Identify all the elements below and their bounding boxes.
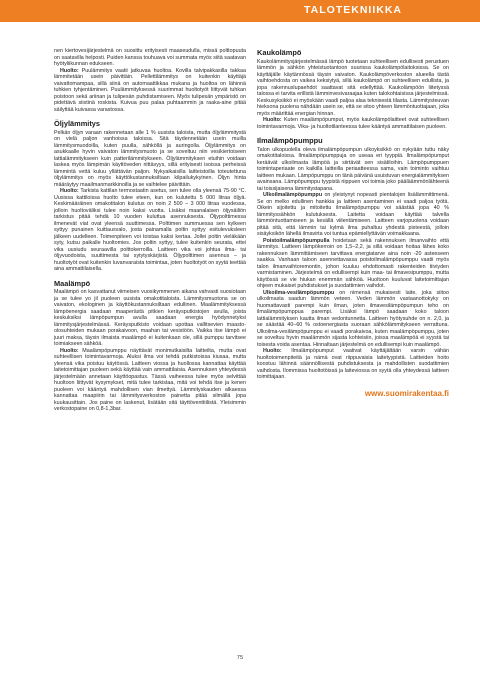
right-column [257, 48, 449, 399]
maintenance-label: Huolto: [263, 117, 282, 123]
exhaust-air-pump-paragraph [257, 238, 449, 290]
website-link[interactable]: www.suomirakentaa.fi [364, 388, 449, 398]
oil-heating-heading: Öljylämmitys [54, 119, 101, 128]
page-number: 75 [236, 655, 244, 661]
oil-maintenance-paragraph [54, 188, 246, 273]
oil-heating-paragraph: Pelkän öljyn varaan rakennetaan alle 1 % uusista taloista, mutta öljylämmitystä on vielä paljon vanhoissa taloissa. Sitä täydennetään usein muilla lämmitysmuodoilla, kuten puulla, sähköllä ja auringolla. Öljylämmitys on asukkaalle hyvin vaivaton lämmitysmuoto ja se soveltuu niin vesikiertoiseen lattialämmitykseen kuin patterilämmitykseen. Öljylämmityksen etuihin voidaan laskea myös lämpimän käyttöveden riittävyys, sillä erityisesti isoissa perheissä lämmintä vettä kuluu yllättävän paljon. Nykyaikaisilla laitteistoilla toteutettuna öljylämmitys on myös käyttökustannuksiltaan kilpailukykyinen. Öljyn hinta määräytyy maailmanmarkkinoilla ja se vaihtelee päivittäin. [54, 129, 246, 188]
left-column [54, 48, 246, 413]
air-pump-maintenance-text: Ilmalämpöpumput vaativat käyttäjältään varsin vähän huoltotoimenpiteitä ja nämä ovat riippuvaisia laitetyypistä. Laitteiden hoito koostuu lähinnä säännöllisestä puhdistuksesta ja mahdollisten suodattimien vaihdosta. Ilommissa huoltotöissä ja laiteviossa on syytä olla yhteydessä laitteen toimittajaan. [257, 348, 449, 380]
outdoor-air-pump-label: Ulkoilmalämpöpumppu [263, 192, 323, 198]
air-pump-maintenance-paragraph [257, 348, 449, 381]
intro-paragraph: nen kiertovesijärjestelmä on suosittu erityisesti maaseudulla, missä polttopuuta on saatavilla helposti. Puiden kanssa touhuava voi summata myös siitä saatavan hyötyliikunnan edukseen. [54, 48, 246, 67]
exhaust-air-pump-text: hoidetaan sekä rakennuksen ilmanvaihto että lämmitys. Laitteen lämpökerroin on 1,5–2,2, ja sillä voidaan hoitaa lähes koko rakennuksen lämmittämiseen tarvittava energiatarve aina noin -20 asteeseen saakka. Vanhaan taloon asennettavassa poistoilmalämpöpumppu vaatii myös talon ilmanvaihtoremontin, johon kuuluu ehdottomasti rakenteiden tiiviyden varmistaminen. Järjestelmä on edullisempi kuin maa- tai ilmavesipumppu, mutta käytössä se vie hiukan enemmän sähköä. Huoltoon kuuluvat laitetoimittajan ohjeen mukaiset puhdistukset ja suodattimien vaihdot. [257, 237, 449, 289]
district-heat-paragraph: Kaukolämmitysjärjestelmässä lämpö tuotetaan suhteellisen edullisesti perustuen lämmön ja sähkön yhteistuotantoon suurissa kaukolämpölaitoksissa. Se on käyttäjälle käytännössä täysin vaivaton. Kaukolämpöverkoston alueella tästä vaihtoehdosta on vaikea keksiytyä, sillä kaukolämpö on suhteellisen edullista, ja jopa rakennuslupaehdot saattavat sitä edellyttää. Kaukolämpöön liitetyssä talossa ei tarvita erillistä lämminvesivaraajaa kuten talokohtaisissa järjestelmissä. Keskusyksikkö ei myöskään vaadi paljoa alaa teknisestä tilasta. Lämmitysteuvan hieksona puolena nähdään usein se, että se sitoo yhteen lämmöntuottajaan, joka myös määrittää energian hinnan. [257, 58, 449, 117]
district-heat-heading: Kaukolämpö [257, 48, 302, 57]
oil-maintenance-text: Tarkista kattilan termostaatin asetus, sen tulee olla yleensä 75-90 °C. Uusissa kattiloissa huolto tulee eteen, kun on kulutettu 5 000 litraa öljyä. Keskimääräinen omakotitalon kulutus on noin 2 500 – 3 000 litraa vuodessa, jolloin huoltoväliksi tulee noin kaksi vuotta. Lisäksi maanalaisen öljysäiliön tarkistus pitää tehdä 10 vuoden kuluttua asennuksesta. Öljypolttimessa ilmenevät viat ovat yleensä suuttimessa. Polttimen summuessa sen kylkeen syttyy punainen kuittausvalo, josta painamalla poltin syttyy esitulevuksleen jälkeen uudelleen. Toimenpiteen voi toistaa kaksi kertaa. Jollei poltin vieläkään syty, kutsu paikalle huoltomies. Jos poltin syttyy, tulee kuitenkin seurata, ettei vika uusiudu seuraavilla polttokerroilla. Laitteen vika voi johtua ilma- tai öljyvuodoista, suuttimesta tai sytytyskärjistä. Öljypolttimen asennus – ja huoltotyöt ovat kuitenkin luvanvaraista toimintaa, joten huoltotyöt on syytä teettää aina ammattilaisella. [54, 188, 246, 272]
maintenance-label: Huolto: [60, 67, 79, 74]
air-heat-pump-heading: Ilmalämpöpumppu [257, 136, 323, 145]
outdoor-air-pump-paragraph [257, 192, 449, 238]
ground-heat-heading: Maalämpö [54, 278, 91, 288]
air-water-pump-text: on nimensä mukaisesti laite, joka siitoo ulkoilmasta saadun lämmön veteen. Veden lämmön vastaanottokyky on huomattavasti parempi kuin ilman, joten ilmavesilämpöpumpun teho on ilmalämpöpumppua parempi. Lisäksi lämpö saadaan koko taloon lattialämmityksen kautta ilman vedontunnetta. Laitteen hyötysuhde on n. 2,0, ja se säästää 40–60 % ostoenergiasta suoraan sähkölämmitykseen verrattuna. Ulkoilma-vesilämpöpumppu ei vaadi porakaivoa, kuten maalämpöpumppu, joten se soveltuu hyvin maalämmön sijasta kohteisiin, joissa maalämpöä ei syystä tai toisesta voida asentaa. Hinnaltaan järjestelmä on edullisempi kuin maalämpö. [257, 289, 449, 348]
district-maintenance-text: Kuten maalämpöpumput, myös kaukolämpölaitteet ovat suhteellisen toimintavarmoja. Vika- ja huoltotilanteessa tulee kääntyä ammattilaisen puoleen. [257, 117, 449, 130]
wood-maintenance-text: Puulämmitys vaatii jatkuvaa huoltoa. Kovilla talvipakkasilla takkaa lämmitetään usein päivittäin. Pellettilämmitys on kuitenkin käyttäjä vaivattomampaa, sillä siinä on automaattikkaa mukana ja huoltoa on lähinnä tuhkien tyhjentäminen. Puulämmityksessä suurimmat huoltotyöt liittyvät tuhkan poistoon sekä ariinan ja tulipesän puhdistamiseen. Myös tulipesän ympäristö on pidettävä siistinä roskista. Kuivua puu palaa puhtaammin ja raaka-aine pitää säilyttää kuivassa varastossa. [54, 67, 246, 113]
ground-maintenance-paragraph [54, 348, 246, 413]
outdoor-air-pump-text: on yleistynyt nopeasti pientalojen lisälämmittimenä. Se on melko edullinen hankkia ja laitteen asentaminen ei vaadi paljoa työtä. Oikein sijoitettu ja mitoitettu ilmalämpöpumppu voi säästää jopa 40 % lämmityssähkön kulutuksesta. Laitetta voidaan käyttää talvella lämmöntuottamiseen ja kesällä viilentämiseen. Laitteen varjopuolena voidaan pitää sitä, että lämmin tai kylmä ilma puhaltuu yhdestä pisteestä, jolloin sisäyksikön lähellä ilmavirta voi tuntua epämiellyttävän voimakkaana. [257, 192, 449, 237]
wood-maintenance-paragraph [54, 68, 246, 114]
ground-heat-paragraph: Maalämpö on kasvattanut viimeisen vuosikymmenen aikana vahvasti suosiotaan ja se tulee yo jil puoleen uusista omakotitaloista. Lämmitysmuotona se on vaivaton, ekologinen ja käyttökustannuksiltaan edullinen. Maalämmityksessä lämpöenergia saadaan maaperästä pitkien keräysputkistojen avulla, joista keskuksiksi lämpöpumpun avulla saadaan energia hyödynnetyksi lämmitysjärjestelmässä. Keräysputkisto voidaan upottaa vallitsevien maasto-olosuhteiden mukaan porakaivoon, maahan tai vesistöön. Vaikka itse lämpö ei juuri maksa, täysin ilmaista maalämpö ei kuitenkaan ole, sillä pumppu tarvitsee toimiakseen sähköä. [54, 289, 246, 347]
ground-maintenance-text: Maalämpöpumppu näyttävät monimutkaisilta laitteilta, mutta ovat suhteellisen toimintavarmoja. Aluksi ilma voi tehdä putkistoissa kiusaa, mutta yleensä vika poistuu käytössä. Laitteen viossa ja huollossa kannattaa käyttää laitetoimittajan puoleen sekä käyttää vain ammattilaisia. Asennuksen yhteydessä järjestelmään annetaan käyttöopastus. Tässä vaiheessa tulee myös selvittää huoltoon liittyvät kysymykset, mitä tulee tarkistaa, mitä voi tehdä itse ja kenen puoleen voi kääntyä mahdollisen vian ilmettyä. Lämmityskauden alkaessa kannattaa maapiirin tai lämmitysverkoston painetta pitää silmällä jopa kuukausittain. Jos paine on laskenut, lisätään sitä täyttöventtiilistä. Yleisimmin verkostopaine on 0,8-1,3bar. [54, 347, 246, 412]
air-water-pump-label: Ulkoilma-vesilämpöpumppu [263, 289, 335, 296]
header-band [0, 0, 480, 22]
exhaust-air-pump-label: Poistoilmalämpöpumpulla [263, 237, 330, 244]
maintenance-label: Huolto: [263, 348, 282, 354]
air-heat-pump-paragraph: Talon ulkopuolella oleva ilmalämpöpumpun ulkoyksikkö on nykyään tuttu näky omakotitaloissa. Ilmalämpöpumppuja on useaa eri tyyppiä. Ilmalämpöpumput keräävät ulkoilmasta lämpöä ja siirtävät sen sisätiloihin. Lämpöpumppuen toimintaperiaate on kaikilla laitteilla periaatteessa sama, vain toiminto vaihtuu laitteen mukaan. Lämpöpumppu on tänä päivänä usuistuvan energialämmityksen avainsana. Lämpöpumppu tyypistä riippuen voi toimia joko pääläämmönlähteenä tai toissijaisena lämmitystapana. [257, 146, 449, 192]
maintenance-label: Huolto: [60, 188, 79, 194]
maintenance-label: Huolto: [60, 347, 79, 354]
district-maintenance-paragraph [257, 117, 449, 130]
section-title: TALOTEKNIIKKA [304, 4, 402, 16]
air-water-pump-paragraph [257, 290, 449, 349]
